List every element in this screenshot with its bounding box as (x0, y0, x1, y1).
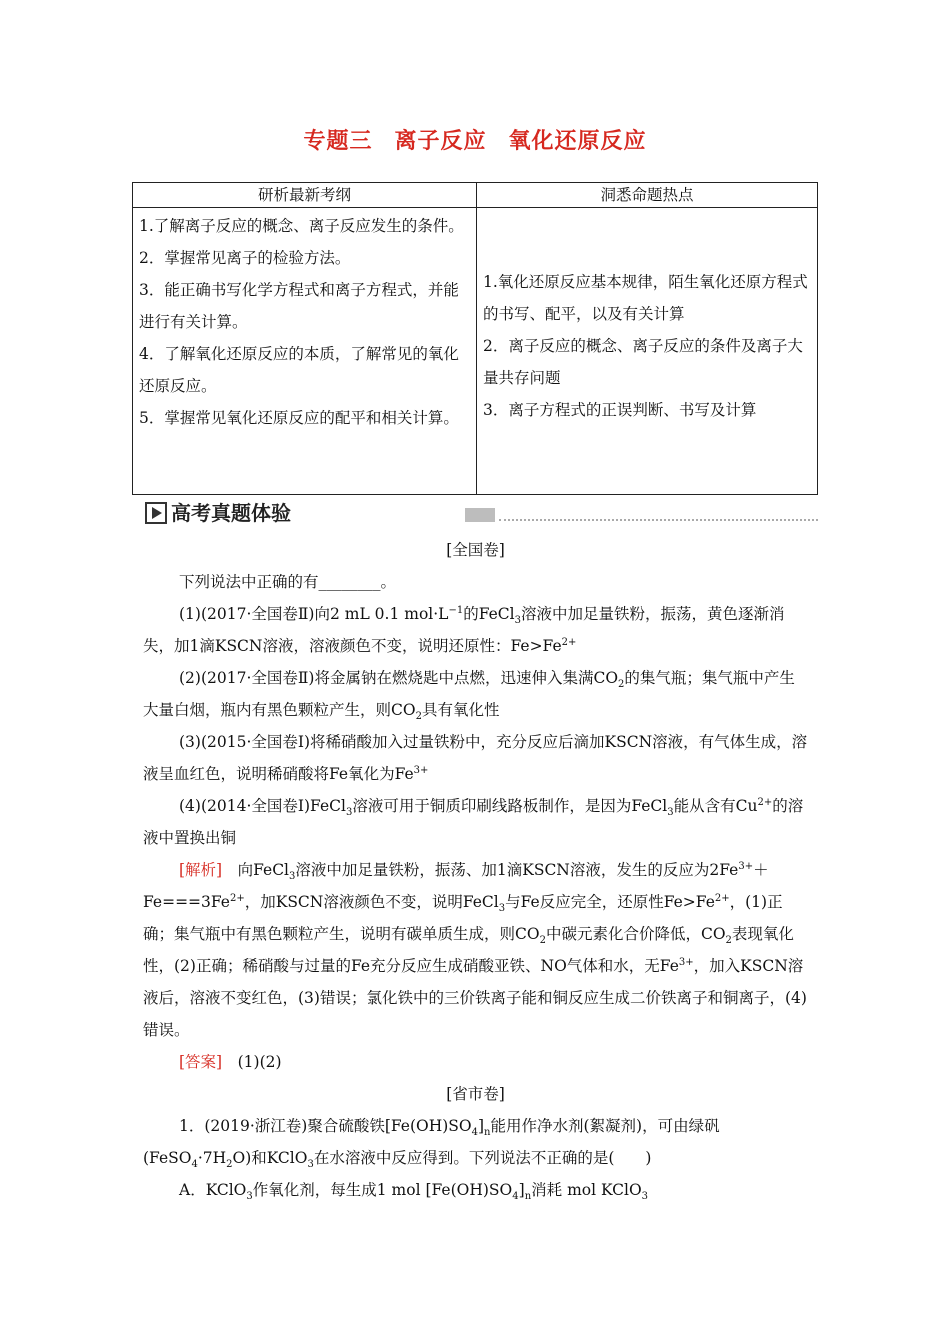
title-part3: 氧化还原反应 (508, 129, 647, 154)
table-header-right: 洞悉命题热点 (477, 183, 818, 208)
question-item-2: (2)(2017·全国卷Ⅱ)将金属钠在燃烧匙中点燃，迅速伸入集满$CO_2$的集气瓶；集气瓶中产生大量白烟，瓶内有黑色颗粒产生，则$CO_2$具有氧化性 (143, 669, 795, 723)
question-text: 下列说法中正确的有________。 (179, 573, 397, 591)
analysis-paragraph: [解析] 向FeCl$_3$溶液中加足量铁粉，振荡、加1滴KSCN溶液，发生的反应为$2Fe^{3+}+Fe===3Fe^{2+}$，加KSCN溶液颜色不变，说明FeCl$_3$与Fe反应完全，还原性$Fe>Fe^{2+}$，(1)正确；集气瓶中有黑色颗粒产生，说明有碳单质生成，则$CO_2$中碳元素化合价降低，$CO_2$表现氧化性，(2)正确；稀硝酸与过量的Fe充分反应生成硝酸亚铁、NO气体和水，无$Fe^{3+}$，加入KSCN溶液后，溶液不变红色，(3)错误；氯化铁中的三价铁离子能和铜反应生成二价铁离子和铜离子，(4)错误。 (143, 860, 807, 1039)
answer-line (143, 1046, 808, 1078)
hotspot-list (477, 208, 818, 495)
question-1: 1．(2019·浙江卷)聚合硫酸铁$[Fe(OH)SO_4]_n$能用作净水剂(絮凝剂)，可由绿矾$(FeSO_4\cdot 7H_2O)$和KClO$_3$在水溶液中反应得到。下列说法不正确的是( ) (143, 1117, 720, 1171)
syllabus-item: 3．能正确书写化学方程式和离子方程式，并能进行有关计算。 (139, 281, 459, 331)
banner-label: 高考真题体验 (171, 501, 291, 525)
question-item-3: (3)(2015·全国卷Ⅰ)将稀硝酸加入过量铁粉中，充分反应后滴加KSCN溶液，有气体生成，溶液呈血红色，说明稀硝酸将Fe氧化为$Fe^{3+}$ (143, 733, 808, 783)
syllabus-item: 2．掌握常见离子的检验方法。 (139, 249, 351, 267)
section-national (143, 534, 808, 1206)
section-heading-provincial: [省市卷] (446, 1085, 505, 1103)
banner-dotted-line (499, 519, 818, 521)
syllabus-item: 1.了解离子反应的概念、离子反应发生的条件。 (139, 217, 464, 235)
question-item-1: (1)(2017·全国卷Ⅱ)向2 mL 0.1 $mol\cdot L^{-1}$的FeCl$_3$溶液中加足量铁粉，振荡，黄色逐渐消失，加1滴KSCN溶液，溶液颜色不变，说明还原性：$Fe>Fe^{2+}$ (143, 604, 785, 655)
section-heading: [全国卷] (446, 541, 505, 559)
banner-block (465, 508, 495, 522)
syllabus-list (133, 208, 477, 495)
table-header-left: 研析最新考纲 (133, 183, 477, 208)
title-part1: 专题三 (303, 129, 373, 154)
answer-value: (1)(2) (222, 1053, 282, 1071)
section-banner (143, 500, 818, 528)
syllabus-table (132, 182, 818, 495)
page-title (0, 124, 950, 155)
hotspot-item: 2．离子反应的概念、离子反应的条件及离子大量共存问题 (483, 337, 803, 387)
hotspot-item: 3．离子方程式的正误判断、书写及计算 (483, 401, 757, 419)
title-part2: 离子反应 (394, 129, 487, 154)
syllabus-item: 4．了解氧化还原反应的本质，了解常见的氧化还原反应。 (139, 345, 459, 395)
analysis-tag: [解析] (179, 861, 223, 879)
hotspot-item: 1.氧化还原反应基本规律，陌生氧化还原方程式的书写、配平，以及有关计算 (483, 273, 808, 323)
syllabus-item: 5．掌握常见氧化还原反应的配平和相关计算。 (139, 409, 459, 427)
answer-tag: [答案] (179, 1053, 223, 1071)
option-a: A．KClO$_3$作氧化剂，每生成1 mol $[Fe(OH)SO_4]_n$消耗 mol KClO$_3$ (179, 1181, 649, 1203)
question-item-4: (4)(2014·全国卷Ⅰ)FeCl$_3$溶液可用于铜质印刷线路板制作，是因为FeCl$_3$能从含有$Cu^{2+}$的溶液中置换出铜 (143, 796, 804, 847)
play-arrow-icon (145, 502, 167, 524)
